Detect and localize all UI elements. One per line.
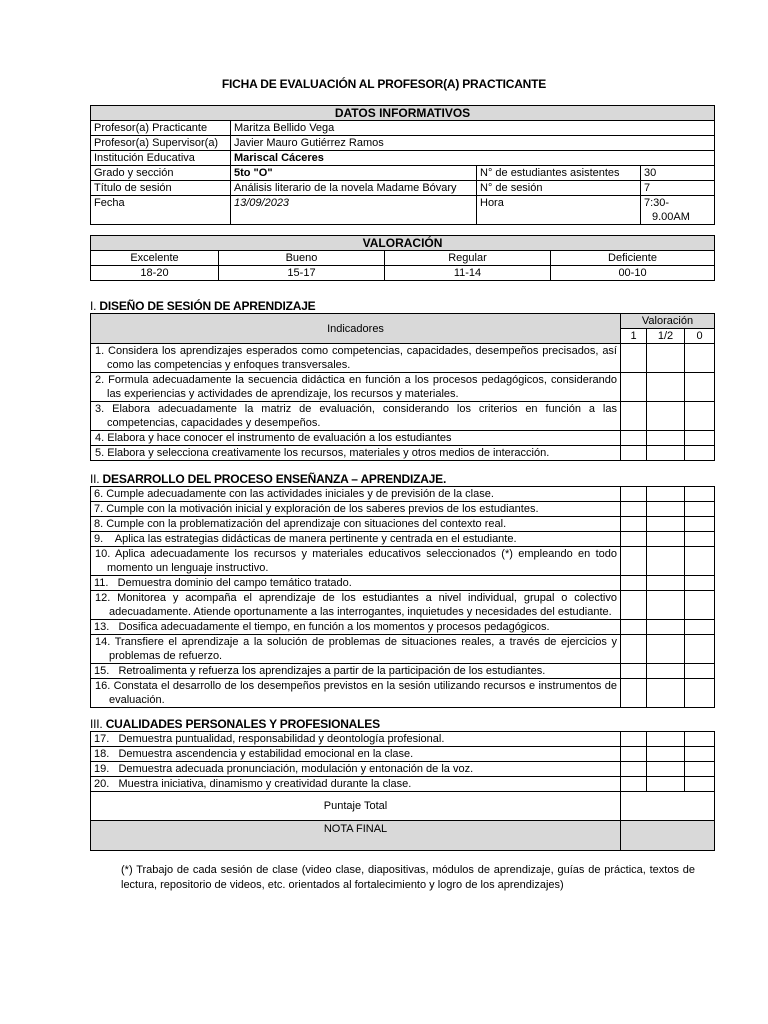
- practicante-label: Profesor(a) Practicante: [91, 121, 231, 136]
- estudiantes-value: 30: [641, 166, 715, 181]
- score-cell[interactable]: [647, 373, 685, 402]
- section-3-table: [90, 731, 715, 851]
- score-cell[interactable]: [621, 502, 647, 517]
- valoracion-scale-header: Valoración: [621, 314, 715, 329]
- score-cell[interactable]: [685, 344, 715, 373]
- score-cell[interactable]: [647, 576, 685, 591]
- section-2-label: DESARROLLO DEL PROCESO ENSEÑANZA – APRENDIZAJE.: [102, 472, 447, 486]
- indicator-19: 19. Demuestra adecuada pronunciación, modulación y entonación de la voz.: [91, 762, 621, 777]
- section-2-table: [90, 486, 715, 708]
- table-row: [91, 446, 715, 461]
- score-cell[interactable]: [685, 547, 715, 576]
- score-cell[interactable]: [621, 402, 647, 431]
- score-cell[interactable]: [647, 762, 685, 777]
- table-row: [91, 373, 715, 402]
- table-row: [91, 576, 715, 591]
- score-cell[interactable]: [685, 517, 715, 532]
- score-cell[interactable]: [685, 502, 715, 517]
- table-row: [91, 591, 715, 620]
- section-1-title: [90, 299, 316, 313]
- sesion-value: 7: [641, 181, 715, 196]
- hora-label: Hora: [477, 196, 641, 225]
- supervisor-label: Profesor(a) Supervisor(a): [91, 136, 231, 151]
- score-cell[interactable]: [685, 635, 715, 664]
- table-row: [91, 679, 715, 708]
- section-2-number: II.: [90, 472, 100, 486]
- section-3-label: CUALIDADES PERSONALES Y PROFESIONALES: [105, 717, 380, 731]
- score-cell[interactable]: [685, 402, 715, 431]
- score-cell[interactable]: [685, 487, 715, 502]
- table-row: [91, 344, 715, 373]
- score-cell[interactable]: [647, 487, 685, 502]
- score-cell[interactable]: [647, 431, 685, 446]
- score-cell[interactable]: [685, 664, 715, 679]
- score-cell[interactable]: [685, 532, 715, 547]
- grado-value: 5to "O": [231, 166, 477, 181]
- range-excelente: 18-20: [91, 266, 219, 281]
- hora-value-end: 9.00AM: [652, 211, 690, 223]
- score-cell[interactable]: [685, 679, 715, 708]
- fecha-label: Fecha: [91, 196, 231, 225]
- indicator-8: 8. Cumple con la problematización del aprendizaje con situaciones del contexto real.: [91, 517, 621, 532]
- score-cell[interactable]: [647, 747, 685, 762]
- indicator-7: 7. Cumple con la motivación inicial y exploración de los saberes previos de los estudiantes.: [91, 502, 621, 517]
- table-row: [91, 777, 715, 792]
- score-cell[interactable]: [647, 679, 685, 708]
- level-bueno: Bueno: [219, 251, 385, 266]
- score-cell[interactable]: [685, 620, 715, 635]
- score-cell[interactable]: [621, 591, 647, 620]
- indicator-14: 14. Transfiere el aprendizaje a la solución de problemas de situaciones reales, a través de ejercicios y problemas de refuerzo.: [91, 635, 621, 664]
- score-cell[interactable]: [621, 762, 647, 777]
- indicadores-header: Indicadores: [91, 314, 621, 344]
- score-cell[interactable]: [647, 502, 685, 517]
- score-cell[interactable]: [621, 547, 647, 576]
- score-cell[interactable]: [621, 635, 647, 664]
- estudiantes-label: N° de estudiantes asistentes: [477, 166, 641, 181]
- valoracion-header: VALORACIÓN: [91, 236, 715, 251]
- indicator-3: 3. Elabora adecuadamente la matriz de evaluación, considerando los criterios en función a las competencias, capacidades y desempeños.: [91, 402, 621, 431]
- score-cell[interactable]: [685, 431, 715, 446]
- indicator-18: 18. Demuestra ascendencia y estabilidad emocional en la clase.: [91, 747, 621, 762]
- range-regular: 11-14: [385, 266, 551, 281]
- score-cell[interactable]: [647, 446, 685, 461]
- score-cell[interactable]: [685, 576, 715, 591]
- indicator-10: 10. Aplica adecuadamente los recursos y materiales educativos seleccionados (*) empleando en todo momento un lenguaje instructivo.: [91, 547, 621, 576]
- range-bueno: 15-17: [219, 266, 385, 281]
- score-cell[interactable]: [685, 591, 715, 620]
- score-cell[interactable]: [621, 446, 647, 461]
- score-cell[interactable]: [647, 777, 685, 792]
- fecha-value: 13/09/2023: [231, 196, 477, 225]
- indicator-1: 1. Considera los aprendizajes esperados como competencias, capacidades, desempeños precisados, así como las competencias y enfoques transversales.: [91, 344, 621, 373]
- score-cell[interactable]: [621, 747, 647, 762]
- sesion-label: N° de sesión: [477, 181, 641, 196]
- section-1-label: DISEÑO DE SESIÓN DE APRENDIZAJE: [99, 299, 316, 313]
- table-row: [91, 517, 715, 532]
- score-cell[interactable]: [621, 532, 647, 547]
- table-row: [91, 620, 715, 635]
- table-row: [91, 402, 715, 431]
- score-cell[interactable]: [647, 547, 685, 576]
- table-row: [91, 664, 715, 679]
- level-excelente: Excelente: [91, 251, 219, 266]
- score-cell[interactable]: [685, 732, 715, 747]
- table-row: [91, 431, 715, 446]
- section-3-title: [90, 717, 380, 731]
- indicator-17: 17. Demuestra puntualidad, responsabilidad y deontología profesional.: [91, 732, 621, 747]
- score-cell[interactable]: [647, 402, 685, 431]
- nota-final-value[interactable]: [621, 821, 715, 851]
- score-cell[interactable]: [621, 679, 647, 708]
- score-cell[interactable]: [647, 620, 685, 635]
- score-cell[interactable]: [621, 576, 647, 591]
- table-row: [91, 532, 715, 547]
- level-regular: Regular: [385, 251, 551, 266]
- level-deficiente: Deficiente: [551, 251, 715, 266]
- table-row: [91, 547, 715, 576]
- table-row: [91, 487, 715, 502]
- nota-final-label: NOTA FINAL: [91, 821, 621, 851]
- score-cell[interactable]: [647, 664, 685, 679]
- score-cell[interactable]: [647, 344, 685, 373]
- score-cell[interactable]: [621, 517, 647, 532]
- score-cell[interactable]: [685, 762, 715, 777]
- indicator-13: 13. Dosifica adecuadamente el tiempo, en función a los momentos y procesos pedagógicos.: [91, 620, 621, 635]
- table-row: [91, 502, 715, 517]
- hora-value: [641, 196, 715, 225]
- score-cell[interactable]: [647, 517, 685, 532]
- score-cell[interactable]: [685, 373, 715, 402]
- score-cell[interactable]: [647, 591, 685, 620]
- supervisor-value: Javier Mauro Gutiérrez Ramos: [231, 136, 715, 151]
- footnote: (*) Trabajo de cada sesión de clase (video clase, diapositivas, módulos de aprendizaje, guías de práctica, textos de lectura, repositorio de videos, etc. orientados al fortalecimiento y logro de los aprendizajes): [121, 864, 695, 891]
- indicator-6: 6. Cumple adecuadamente con las actividades iniciales y de previsión de la clase.: [91, 487, 621, 502]
- indicator-11: 11. Demuestra dominio del campo temático tratado.: [91, 576, 621, 591]
- puntaje-total-label: Puntaje Total: [91, 792, 621, 821]
- hora-value-start: 7:30-: [644, 197, 670, 209]
- indicator-5: 5. Elabora y selecciona creativamente los recursos, materiales y otros medios de interacción.: [91, 446, 621, 461]
- range-deficiente: 00-10: [551, 266, 715, 281]
- datos-header: DATOS INFORMATIVOS: [91, 106, 715, 121]
- section-1-number: I.: [90, 299, 97, 313]
- table-row: [91, 762, 715, 777]
- score-cell[interactable]: [685, 777, 715, 792]
- scale-1: 1: [621, 329, 647, 344]
- institucion-label: Institución Educativa: [91, 151, 231, 166]
- puntaje-total-value[interactable]: [621, 792, 715, 821]
- titulo-label: Título de sesión: [91, 181, 231, 196]
- score-cell[interactable]: [685, 446, 715, 461]
- section-1-table: [90, 313, 715, 461]
- score-cell[interactable]: [647, 532, 685, 547]
- indicator-20: 20. Muestra iniciativa, dinamismo y creatividad durante la clase.: [91, 777, 621, 792]
- table-row: [91, 747, 715, 762]
- table-row: [91, 635, 715, 664]
- score-cell[interactable]: [621, 487, 647, 502]
- indicator-9: 9. Aplica las estrategias didácticas de manera pertinente y centrada en el estudiante.: [91, 532, 621, 547]
- score-cell[interactable]: [621, 664, 647, 679]
- score-cell[interactable]: [621, 732, 647, 747]
- datos-informativos-table: [90, 105, 715, 225]
- score-cell[interactable]: [621, 344, 647, 373]
- indicator-15: 15. Retroalimenta y refuerza los aprendizajes a partir de la participación de los estudiantes.: [91, 664, 621, 679]
- indicator-12: 12. Monitorea y acompaña el aprendizaje de los estudiantes a nivel individual, grupal o colectivo adecuadamente. Atiende oportunamente a las interrogantes, inquietudes y necesidades del estudiante.: [91, 591, 621, 620]
- score-cell[interactable]: [621, 620, 647, 635]
- practicante-value: Maritza Bellido Vega: [231, 121, 715, 136]
- valoracion-table: [90, 235, 715, 281]
- section-2-title: [90, 472, 446, 486]
- scale-0: 0: [685, 329, 715, 344]
- indicator-4: 4. Elabora y hace conocer el instrumento de evaluación a los estudiantes: [91, 431, 621, 446]
- score-cell[interactable]: [647, 732, 685, 747]
- score-cell[interactable]: [685, 747, 715, 762]
- institucion-value: Mariscal Cáceres: [231, 151, 715, 166]
- scale-half: 1/2: [647, 329, 685, 344]
- score-cell[interactable]: [621, 431, 647, 446]
- score-cell[interactable]: [647, 635, 685, 664]
- indicator-16: 16. Constata el desarrollo de los desempeños previstos en la sesión utilizando recursos e instrumentos de evaluación.: [91, 679, 621, 708]
- score-cell[interactable]: [621, 373, 647, 402]
- titulo-value: Análisis literario de la novela Madame Bóvary: [231, 181, 477, 196]
- grado-label: Grado y sección: [91, 166, 231, 181]
- table-row: [91, 732, 715, 747]
- document-title: FICHA DE EVALUACIÓN AL PROFESOR(A) PRACTICANTE: [221, 77, 547, 91]
- section-3-number: III.: [90, 717, 103, 731]
- score-cell[interactable]: [621, 777, 647, 792]
- indicator-2: 2. Formula adecuadamente la secuencia didáctica en función a los procesos pedagógicos, considerando las experiencias y actividades de aprendizaje, los recursos y materiales.: [91, 373, 621, 402]
